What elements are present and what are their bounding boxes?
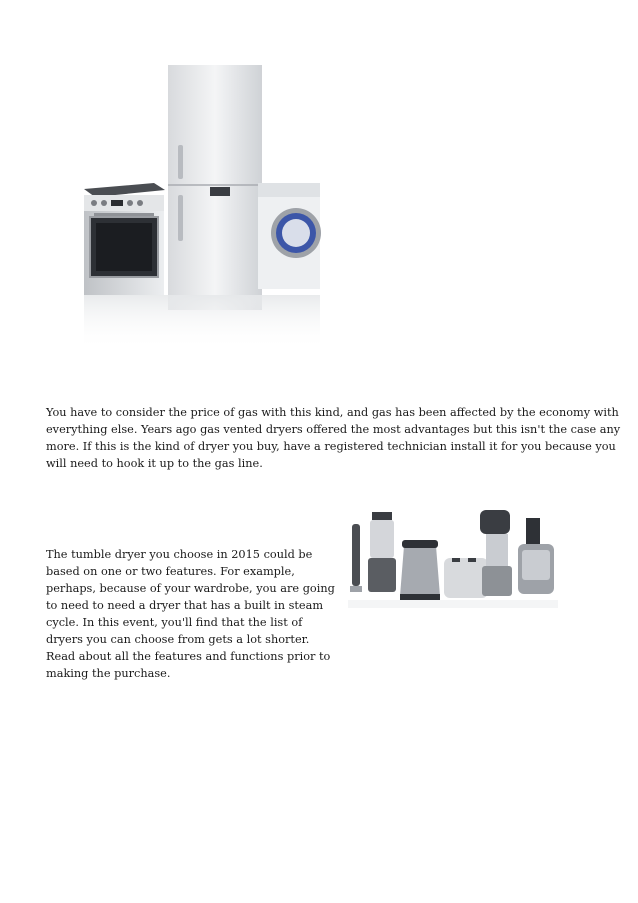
text-line: based on one or two features. For example, — [46, 565, 295, 578]
appliances-image — [70, 55, 340, 355]
paragraph-gas-dryers — [46, 404, 621, 472]
text-line: will need to hook it up to the gas line. — [46, 457, 263, 470]
text-line: Read about all the features and functions prior to — [46, 650, 331, 663]
text-line: dryers you can choose from gets a lot shorter. — [46, 633, 310, 646]
text-line: You have to consider the price of gas with this kind, and gas has been affected by the economy with — [46, 406, 619, 419]
text-line: more. If this is the kind of dryer you buy, have a registered technician install it for you because you — [46, 440, 616, 453]
text-line: perhaps, because of your wardrobe, you are going — [46, 582, 335, 595]
paragraph-tumble-dryer — [46, 546, 335, 682]
text-line: to need to need a dryer that has a built in steam — [46, 599, 324, 612]
kitchen-appliances-image — [344, 500, 566, 610]
text-line: The tumble dryer you choose in 2015 could be — [46, 548, 313, 561]
text-line: cycle. In this event, you'll find that the list of — [46, 616, 303, 629]
text-line: making the purchase. — [46, 667, 171, 680]
text-line: everything else. Years ago gas vented dryers offered the most advantages but this isn't the case any — [46, 423, 621, 436]
